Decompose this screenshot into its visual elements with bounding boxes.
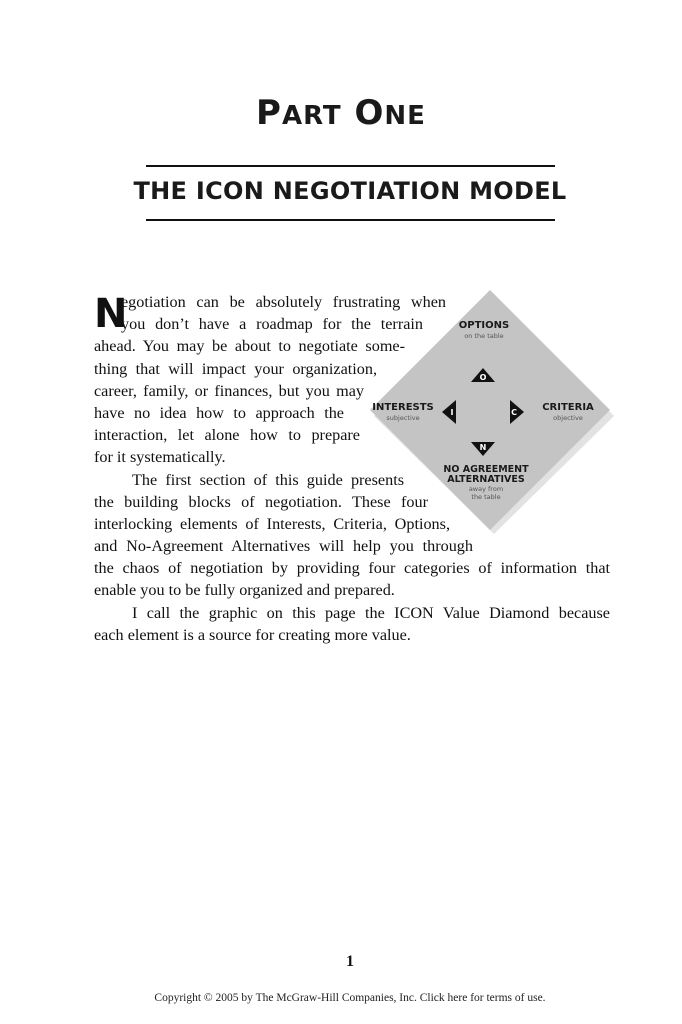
options-label: OPTIONS [458, 320, 510, 331]
body-line: career, family, or finances, but you may [94, 381, 364, 400]
part-letter: P [256, 93, 282, 133]
body-line: The first section of this guide presents [132, 470, 404, 489]
part-number-letters: NE [384, 101, 426, 131]
page-number: 1 [346, 953, 354, 970]
no-agreement-label: NO AGREEMENT [443, 464, 529, 475]
body-line: egotiation can be absolutely frustrating when [121, 293, 446, 311]
body-line: enable you to be fully organized and prepared. [94, 581, 395, 600]
body-line: thing that will impact your organization, [94, 359, 377, 378]
svg-text:N: N [479, 443, 487, 452]
body-line: you don’t have a roadmap for the terrain [121, 315, 423, 334]
alternatives-label: ALTERNATIVES [447, 474, 525, 485]
drop-cap: N [94, 291, 128, 337]
diamond-graphic [370, 290, 614, 534]
criteria-sublabel: objective [553, 414, 583, 422]
svg-text:I: I [450, 408, 454, 417]
body-line: for it systematically. [94, 448, 226, 467]
svg-text:O: O [479, 373, 487, 382]
interests-label: INTERESTS [372, 402, 434, 413]
icon-value-diamond [370, 290, 614, 534]
away-from-label: away from [468, 485, 504, 493]
body-line: interaction, let alone how to prepare [94, 426, 360, 445]
body-line: ahead. You may be about to negotiate some- [94, 337, 405, 356]
options-sublabel: on the table [464, 332, 504, 340]
part-letters: ART [281, 101, 342, 131]
body-line: interlocking elements of Interests, Criteria, Options, [94, 514, 450, 533]
part-title [0, 93, 682, 133]
part-number-letter: O [354, 93, 385, 133]
body-line: each element is a source for creating more value. [94, 625, 411, 644]
the-table-label: the table [471, 493, 501, 501]
body-line: the chaos of negotiation by providing four categories of information that [94, 559, 610, 578]
body-line: I call the graphic on this page the ICON Value Diamond because [132, 603, 610, 622]
body-line: and No-Agreement Alternatives will help you through [94, 537, 473, 556]
svg-text:C: C [511, 408, 517, 417]
body-line: the building blocks of negotiation. These four [94, 492, 428, 511]
bottom-rule [146, 219, 555, 221]
criteria-label: CRITERIA [542, 402, 594, 413]
body-line: have no idea how to approach the [94, 403, 344, 422]
book-subtitle: THE ICON NEGOTIATION MODEL [133, 177, 567, 205]
interests-sublabel: subjective [386, 414, 420, 422]
copyright-notice[interactable]: Copyright © 2005 by The McGraw-Hill Companies, Inc. Click here for terms of use. [154, 992, 546, 1004]
top-rule [146, 165, 555, 167]
